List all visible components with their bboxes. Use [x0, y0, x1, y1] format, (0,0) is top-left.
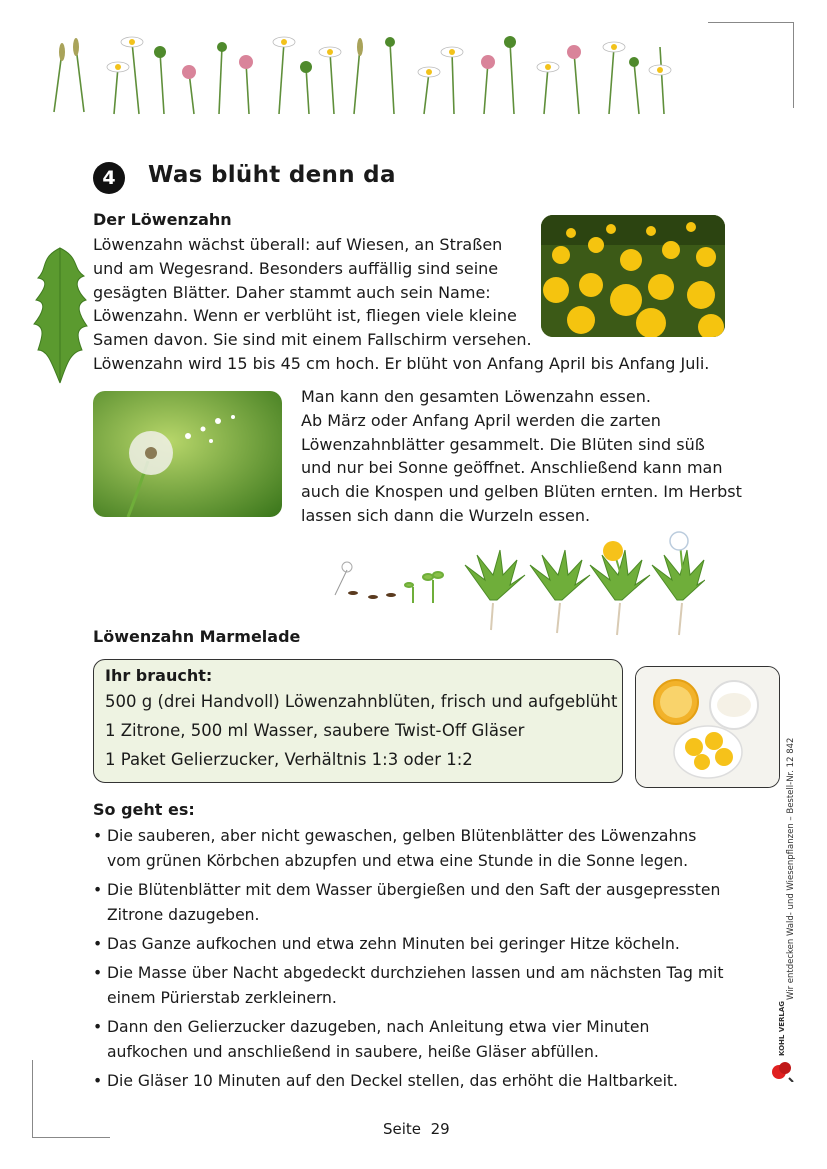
ingredients-box [93, 659, 623, 783]
ingredients-heading: Ihr braucht: [105, 666, 213, 685]
growth-stages-illustration [325, 525, 705, 637]
page-title: Was blüht denn da [148, 162, 396, 188]
order-number-text: Wir entdecken Wald- und Wiesenpflanzen – Bestell-Nr. 12 842 [786, 737, 796, 1000]
recipe-heading: Löwenzahn Marmelade [93, 627, 301, 646]
steps-list: • Die sauberen, aber nicht gewaschen, gelben Blütenblätter des Löwenzahns vom grünen Körbchen abzupfen und etwa eine Stunde in die Sonne legen. • Die Blütenblätter mit dem Wasser übergießen und den Saft der ausgepressten Zitrone dazugeben. • Das Ganze aufkochen und etwa zehn Minuten bei geringer Hitze köcheln. • Die Masse über Nacht abgedeckt durchziehen lassen und am nächsten Tag mit einem Pürierstab zerkleinern. • Dann den Gelierzucker dazugeben, nach Anleitung etwa vier Minuten aufkochen und anschließend in saubere, heiße Gläser abfüllen. • Die Gläser 10 Minuten auf den Deckel stellen, das erhöht die Haltbarkeit. [93, 827, 724, 1090]
steps-heading: So geht es: [93, 800, 195, 819]
frame-line [708, 22, 794, 23]
ingredient-item: 1 Paket Gelierzucker, Verhältnis 1:3 oder 1:2 [105, 750, 473, 769]
publisher-logo: KOHL VERLAG [771, 1012, 797, 1082]
dandelion-leaf-image [30, 238, 90, 386]
intro-text: Löwenzahn wächst überall: auf Wiesen, an Straßen und am Wegesrand. Besonders auffällig sind seine gesägten Blätter. Daher stammt auch sein Name: Löwenzahn. Wenn er verblüht ist, fliegen viele kleine Samen davon. Sie sind mit einem Fallschirm versehen. Löwenzahn wird 15 bis 45 cm hoch. Er blüht von Anfang April bis Anfang Juli. [93, 235, 710, 373]
ingredients-photo [635, 666, 780, 788]
dandelion-field-photo [541, 215, 725, 337]
ingredient-item: 1 Zitrone, 500 ml Wasser, saubere Twist-Off Gläser [105, 721, 525, 740]
meadow-flowers-banner [34, 22, 674, 117]
frame-line [793, 22, 794, 108]
ingredient-item: 500 g (drei Handvoll) Löwenzahnblüten, frisch und aufgeblüht [105, 692, 618, 711]
section-number: 4 [93, 162, 125, 194]
frame-line [32, 1060, 33, 1138]
section-heading: Der Löwenzahn [93, 210, 232, 229]
frame-line [32, 1137, 110, 1138]
edible-text: Man kann den gesamten Löwenzahn essen. Ab März oder Anfang April werden die zarten Löwenzahnblätter gesammelt. Die Blüten sind süß und nur bei Sonne geöffnet. Anschließend kann man auch die Knospen und gelben Blüten ernten. Im Herbst lassen sich dann die Wurzeln essen. [301, 387, 742, 525]
logo-icon [771, 1058, 795, 1082]
page-number: Seite 29 [383, 1120, 450, 1138]
dandelion-seedhead-photo [93, 391, 282, 517]
